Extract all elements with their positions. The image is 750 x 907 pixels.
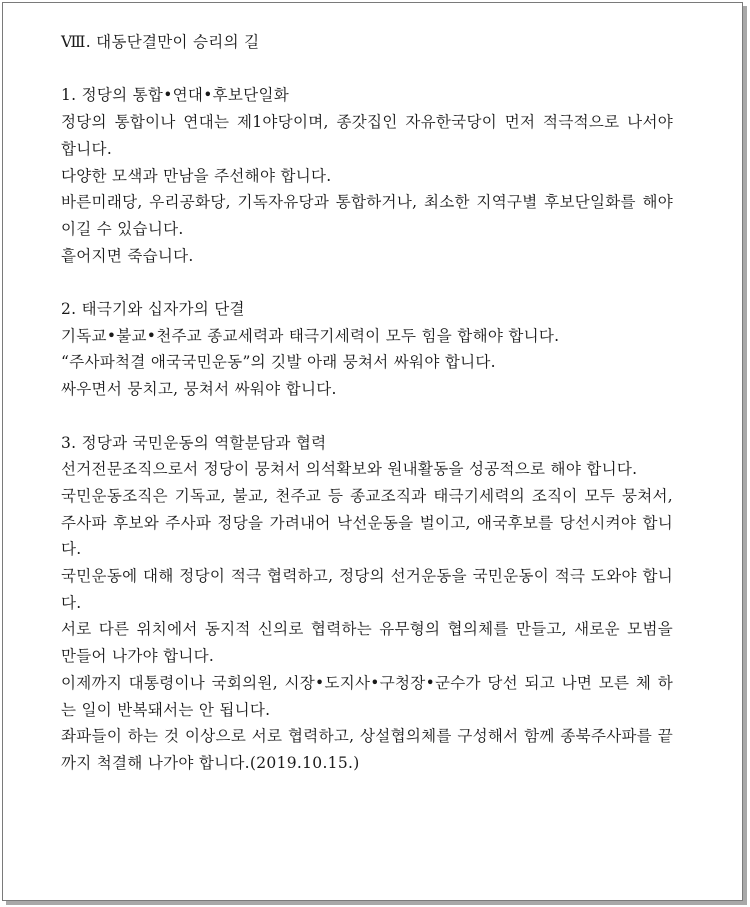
paragraph: 이제까지 대통령이나 국회의원, 시장•도지사•구청장•군수가 당선 되고 나면 모른 체 하는 일이 반복돼서는 안 됩니다. bbox=[61, 673, 673, 719]
paragraph: 선거전문조직으로서 정당이 뭉쳐서 의석확보와 원내활동을 성공적으로 해야 합니다. bbox=[61, 460, 638, 479]
paragraph: 흩어지면 죽습니다. bbox=[61, 246, 194, 265]
paragraph: 다양한 모색과 만남을 주선해야 합니다. bbox=[61, 166, 332, 185]
section-heading: 1. 정당의 통합•연대•후보단일화 bbox=[61, 86, 290, 105]
spacer bbox=[61, 269, 673, 296]
document-body bbox=[61, 29, 673, 777]
paragraph: 바른미래당, 우리공화당, 기독자유당과 통합하거나, 최소한 지역구별 후보단일화를 해야 이길 수 있습니다. bbox=[61, 193, 673, 238]
paragraph: 정당의 통합이나 연대는 제1야당이며, 종갓집인 자유한국당이 먼저 적극적으로 나서야 합니다. bbox=[61, 113, 673, 158]
paragraph: 서로 다른 위치에서 동지적 신의로 협력하는 유무형의 협의체를 만들고, 새로운 모범을 만들어 나가야 합니다. bbox=[61, 620, 673, 666]
spacer bbox=[61, 56, 673, 83]
paragraph: 좌파들이 하는 것 이상으로 서로 협력하고, 상설협의체를 구성해서 함께 종북주사파를 끝까지 척결해 나가야 합니다.(2019.10.15.) bbox=[61, 727, 673, 772]
paragraph: 싸우면서 뭉치고, 뭉쳐서 싸워야 합니다. bbox=[61, 380, 337, 399]
document-title: Ⅷ. 대동단결만이 승리의 길 bbox=[61, 33, 260, 51]
paragraph: “주사파척결 애국국민운동”의 깃발 아래 뭉쳐서 싸워야 합니다. bbox=[61, 353, 496, 372]
paragraph: 국민운동에 대해 정당이 적극 협력하고, 정당의 선거운동을 국민운동이 적극 도와야 합니다. bbox=[61, 567, 673, 612]
section-heading: 2. 태극기와 십자가의 단결 bbox=[61, 300, 245, 318]
paragraph: 기독교•불교•천주교 종교세력과 태극기세력이 모두 힘을 합해야 합니다. bbox=[61, 326, 560, 345]
spacer bbox=[61, 403, 673, 430]
paragraph: 국민운동조직은 기독교, 불교, 천주교 등 종교조직과 태극기세력의 조직이 모두 뭉쳐서, 주사파 후보와 주사파 정당을 가려내어 낙선운동을 벌이고, 애국후보를 당선시켜야 합니다. bbox=[61, 486, 673, 559]
section-heading: 3. 정당과 국민운동의 역할분담과 협력 bbox=[61, 433, 327, 452]
